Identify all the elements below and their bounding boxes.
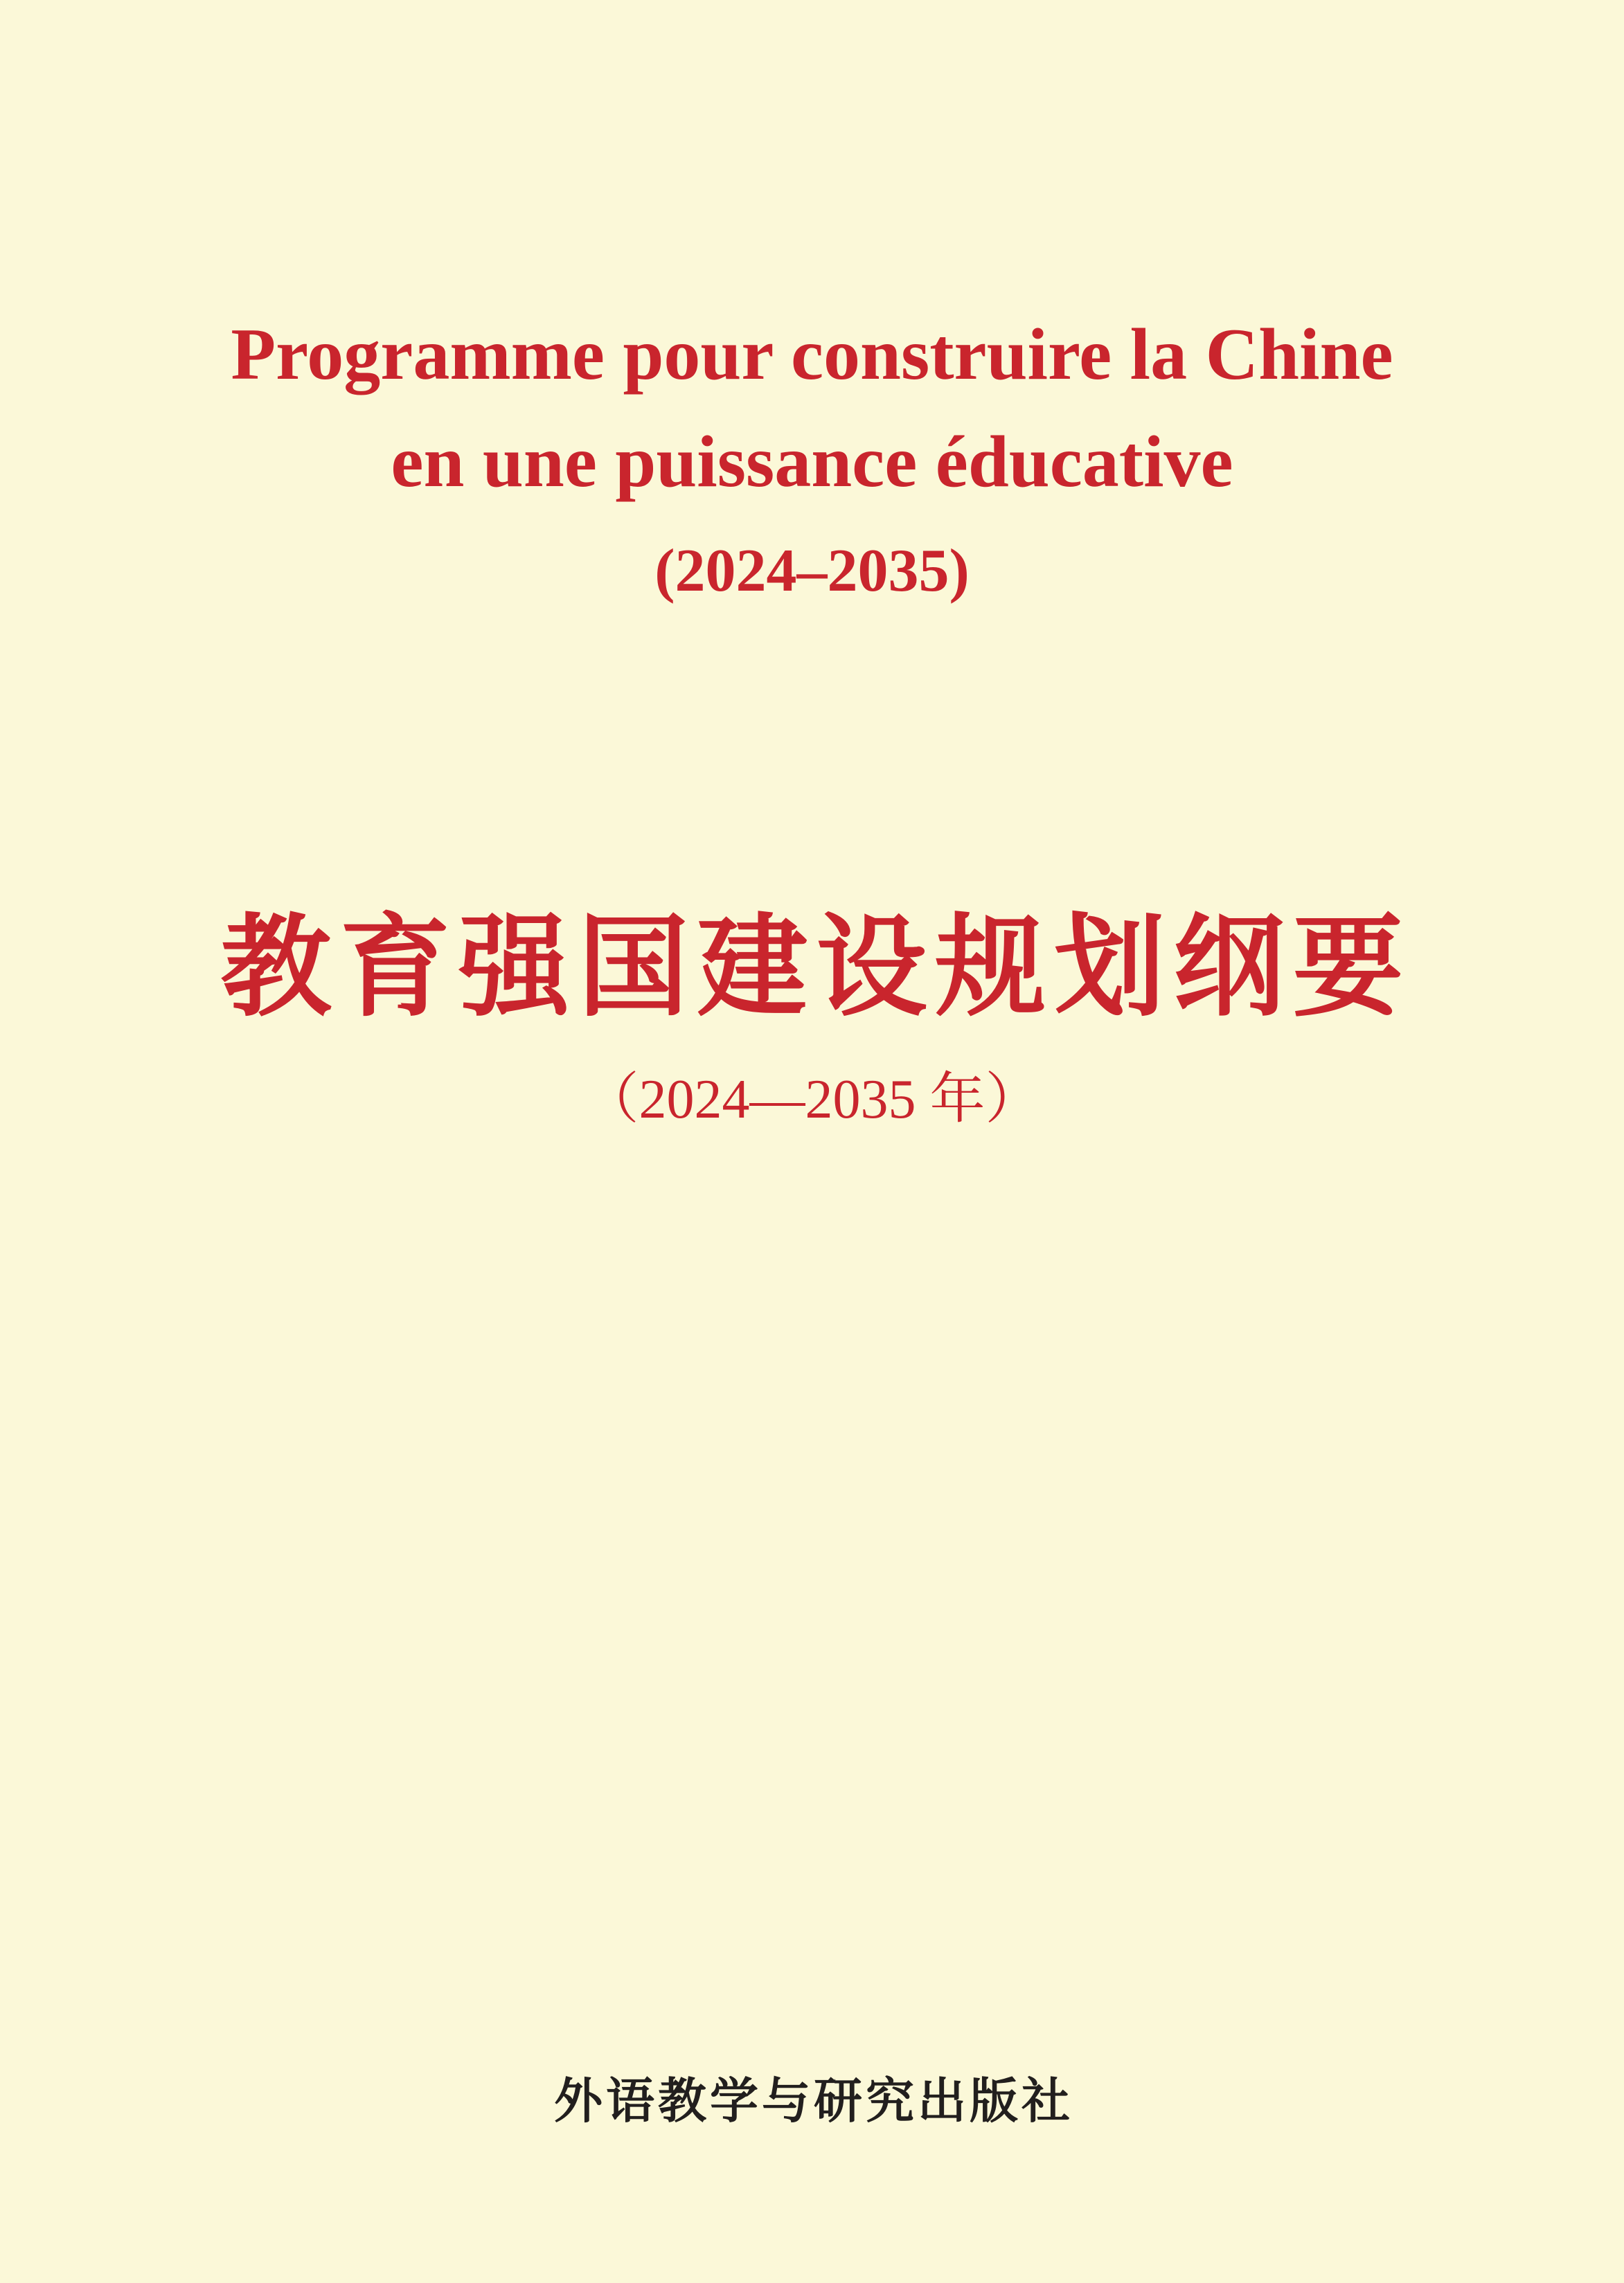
publisher-name: 外语教学与研究出版社	[554, 2074, 1073, 2128]
french-title-line1: Programme pour construire la Chine	[231, 314, 1393, 395]
french-title-line2: en une puissance éducative	[391, 421, 1233, 502]
french-years: (2024–2035)	[654, 537, 970, 605]
chinese-years: （2024—2035 年）	[583, 1069, 1041, 1130]
chinese-title: 教育强国建设规划纲要	[220, 906, 1412, 1030]
